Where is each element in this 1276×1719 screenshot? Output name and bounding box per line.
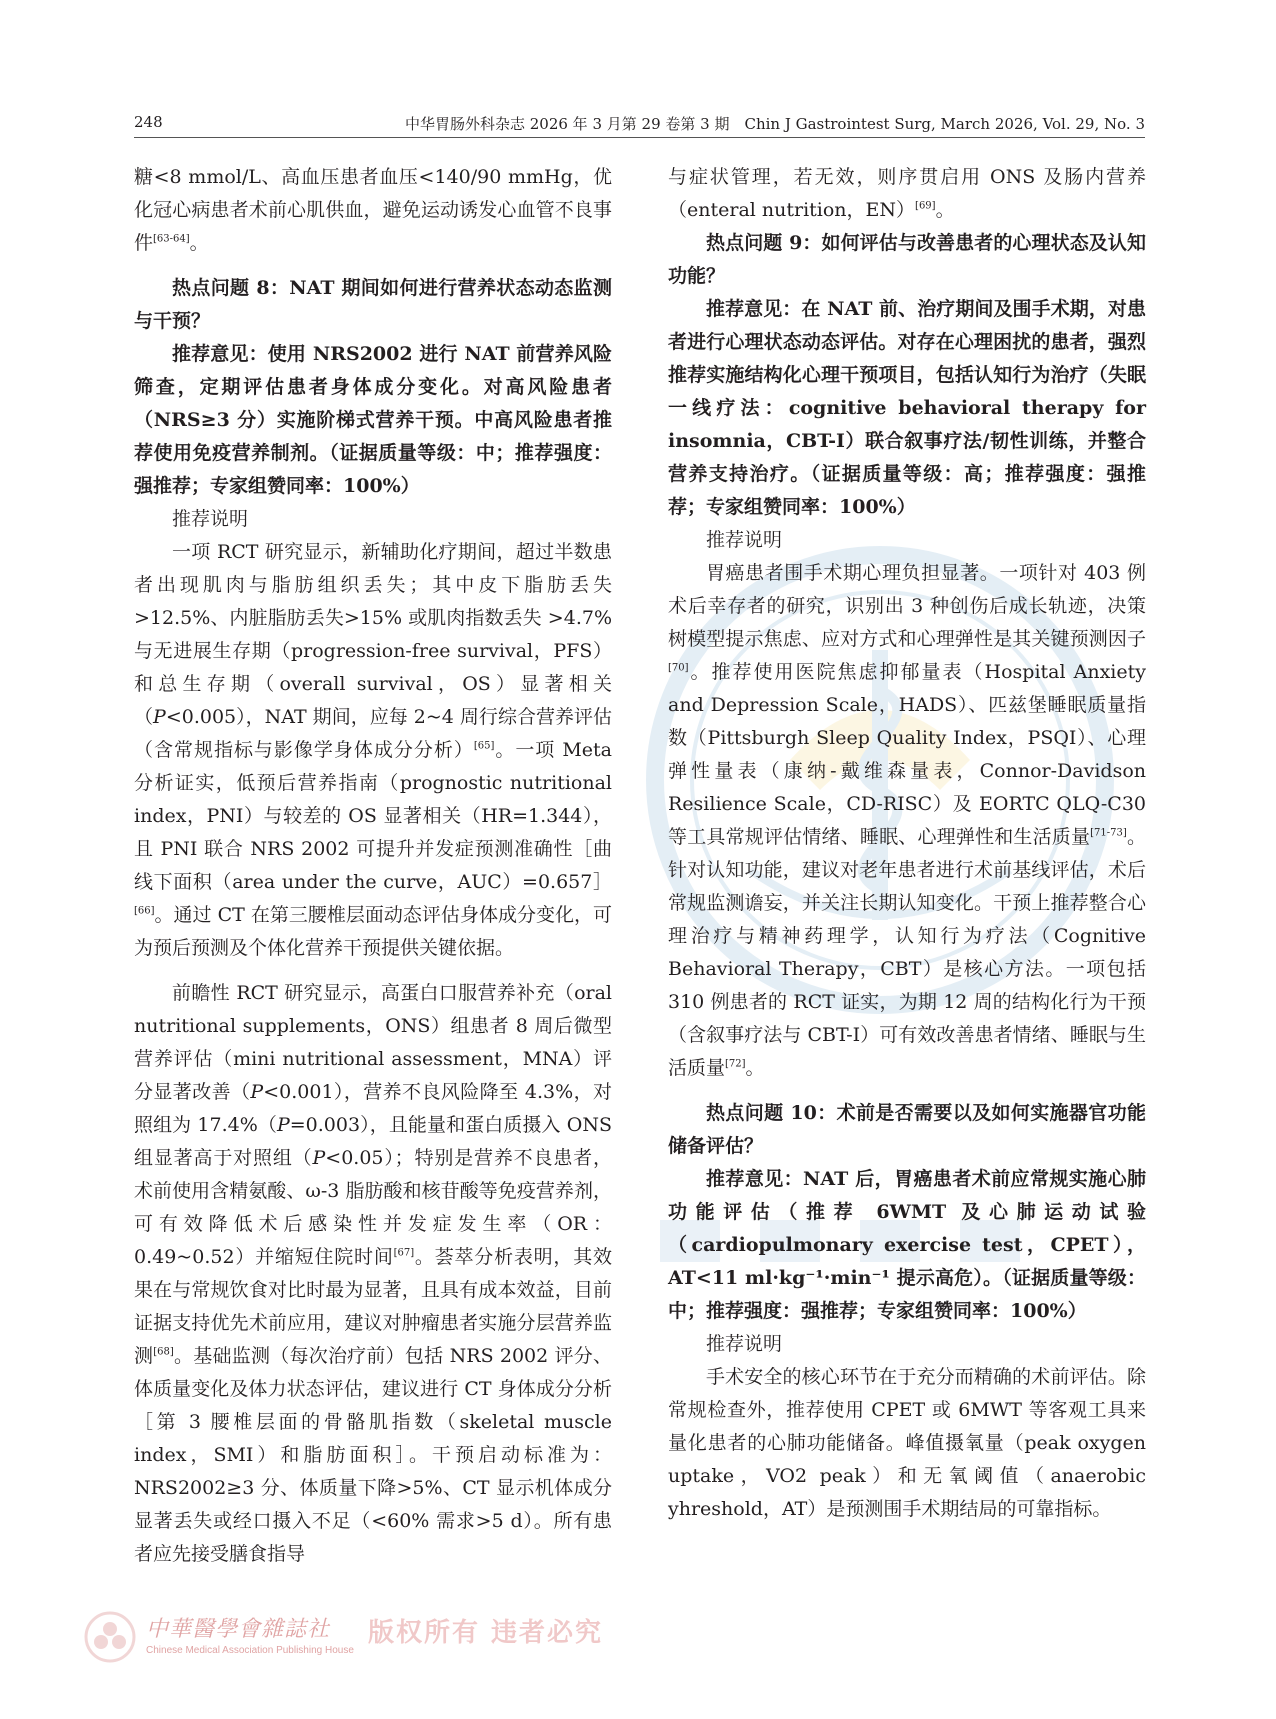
paragraph: 胃癌患者围手术期心理负担显著。一项针对 403 例术后幸存者的研究，识别出 3 种创伤后成长轨迹，决策树模型提示焦虑、应对方式和心理弹性是其关键预测因子[70]。推荐使用医院焦虑抑郁量表（Hospital Anxiety and Depression Scale，HADS）、匹兹堡睡眠质量指数（Pittsburgh Sleep Quality Index，PSQI）、心理弹性量表（康纳-戴维森量表，Connor-Davidson Resilience Scale，CD-RISC）及 EORTC QLQ-C30 等工具常规评估情绪、睡眠、心理弹性和生活质量[71-73]。针对认知功能，建议对老年患者进行术前基线评估，术后常规监测谵妄，并关注长期认知变化。干预上推荐整合心理治疗与精神药理学，认知行为疗法（Cognitive Behavioral Therapy，CBT）是核心方法。一项包括 310 例患者的 RCT 证实，为期 12 周的结构化行为干预（含叙事疗法与 CBT-I）可有效改善患者情绪、睡眠与生活质量[72]。 — [668, 562, 1146, 1079]
left-column — [134, 161, 612, 1571]
paragraph: 与症状管理，若无效，则序贯启用 ONS 及肠内营养（enteral nutrition，EN）[69]。 — [668, 166, 1146, 221]
citation: [67] — [393, 1247, 415, 1259]
paragraph: 糖<8 mmol/L、高血压患者血压<140/90 mmHg，优化冠心病患者术前心肌供血，避免运动诱发心血管不良事件[63-64]。 — [134, 166, 612, 254]
citation: [65] — [473, 740, 495, 752]
publisher-logo-icon — [84, 1611, 136, 1663]
page-number: 248 — [134, 113, 163, 131]
citation: [71-73] — [1090, 827, 1127, 839]
paragraph: 前瞻性 RCT 研究显示，高蛋白口服营养补充（oral nutritional supplements，ONS）组患者 8 周后微型营养评估（mini nutritional assessment，MNA）评分显著改善（P<0.001），营养不良风险降至 4.3%，对照组为 17.4%（P=0.003），且能量和蛋白质摄入 ONS 组显著高于对照组（P<0.05）；特别是营养不良患者，术前使用含精氨酸、ω-3 脂肪酸和核苷酸等免疫营养剂，可有效降低术后感染性并发症发生率（OR：0.49~0.52）并缩短住院时间[67]。荟萃分析表明，其效果在与常规饮食对比时最为显著，且具有成本效益，目前证据支持优先术前应用，建议对肿瘤患者实施分层营养监测[68]。基础监测（每次治疗前）包括 NRS 2002 评分、体质量变化及体力状态评估，建议进行 CT 身体成分分析［第 3 腰椎层面的骨骼肌指数（skeletal muscle index，SMI）和脂肪面积］。干预启动标准为：NRS2002≥3 分、体质量下降>5%、CT 显示机体成分显著丢失或经口摄入不足（<60% 需求>5 d）。所有患者应先接受膳食指导 — [134, 982, 612, 1565]
recommendation-label: 推荐说明 — [706, 1333, 783, 1355]
citation: [66] — [134, 905, 155, 917]
hot-topic-heading: 热点问题 8：NAT 期间如何进行营养状态动态监测与干预？ — [134, 277, 612, 332]
recommendation: 推荐意见：在 NAT 前、治疗期间及围手术期，对患者进行心理状态动态评估。对存在心理困扰的患者，强烈推荐实施结构化心理干预项目，包括认知行为治疗（失眠一线疗法：cognitive behavioral therapy for insomnia，CBT-I）联合叙事疗法/韧性训练，并整合营养支持治疗。（证据质量等级：高；推荐强度：强推荐；专家组赞同率：100%） — [668, 298, 1146, 518]
recommendation: 推荐意见：NAT 后，胃癌患者术前应常规实施心肺功能评估（推荐 6WMT 及心肺运动试验（cardiopulmonary exercise test，CPET），AT<11 ml·kg⁻¹·min⁻¹ 提示高危）。（证据质量等级：中；推荐强度：强推荐；专家组赞同率：100%） — [668, 1168, 1146, 1322]
paragraph: 手术安全的核心环节在于充分而精确的术前评估。除常规检查外，推荐使用 CPET 或 6MWT 等客观工具来量化患者的心肺功能储备。峰值摄氧量（peak oxygen uptake，VO2 peak）和无氧阈值（anaerobic yhreshold，AT）是预测围手术期结局的可靠指标。 — [668, 1366, 1146, 1520]
citation: [69] — [915, 200, 936, 212]
citation: [70] — [668, 662, 689, 674]
citation: [68] — [153, 1346, 174, 1358]
recommendation-label: 推荐说明 — [706, 529, 783, 551]
right-column — [668, 161, 1146, 1526]
publisher-name-en: Chinese Medical Association Publishing House — [146, 1645, 354, 1656]
citation: [72] — [725, 1058, 746, 1070]
hot-topic-heading: 热点问题 9：如何评估与改善患者的心理状态及认知功能？ — [668, 232, 1146, 287]
copyright-notice: 版权所有 违者必究 — [368, 1618, 604, 1648]
recommendation: 推荐意见：使用 NRS2002 进行 NAT 前营养风险筛查，定期评估患者身体成分变化。对高风险患者（NRS≥3 分）实施阶梯式营养干预。中高风险患者推荐使用免疫营养制剂。（证据质量等级：中；推荐强度：强推荐；专家组赞同率：100%） — [134, 343, 612, 497]
hot-topic-heading: 热点问题 10：术前是否需要以及如何实施器官功能储备评估？ — [668, 1102, 1146, 1157]
header-rule — [134, 137, 1145, 138]
recommendation-label: 推荐说明 — [172, 508, 249, 530]
citation: [63-64] — [153, 233, 190, 245]
publisher-name: 中華醫學會雜誌社 — [146, 1617, 331, 1642]
paragraph: 一项 RCT 研究显示，新辅助化疗期间，超过半数患者出现肌肉与脂肪组织丢失；其中皮下脂肪丢失>12.5%、内脏脂肪丢失>15% 或肌肉指数丢失 >4.7% 与无进展生存期（progression-free survival，PFS）和总生存期（overall survival，OS）显著相关（P<0.005），NAT 期间，应每 2~4 周行综合营养评估（含常规指标与影像学身体成分分析）[65]。一项 Meta 分析证实，低预后营养指南（prognostic nutritional index，PNI）与较差的 OS 显著相关（HR=1.344），且 PNI 联合 NRS 2002 可提升并发症预测准确性［曲线下面积（area under the curve，AUC）=0.657］[66]。通过 CT 在第三腰椎层面动态评估身体成分变化，可为预后预测及个体化营养干预提供关键依据。 — [134, 541, 612, 959]
running-header: 中华胃肠外科杂志 2026 年 3 月第 29 卷第 3 期 Chin J Gastrointest Surg, March 2026, Vol. 29, No. 3 — [404, 115, 1145, 133]
